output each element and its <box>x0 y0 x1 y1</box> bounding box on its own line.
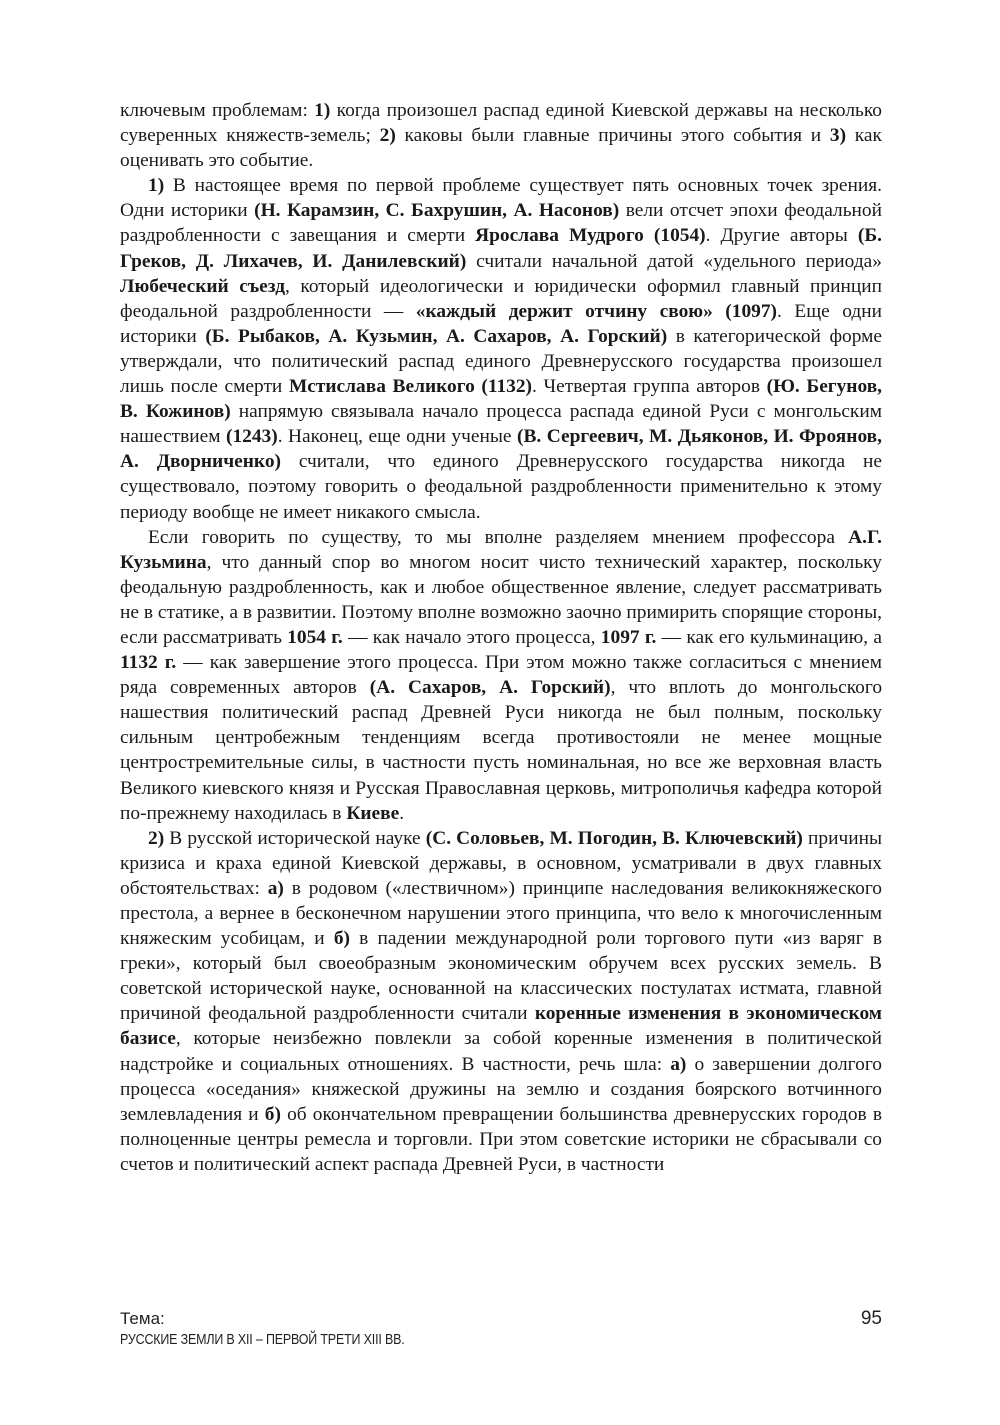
text-run: , которые неизбежно повлекли за собой коренные изменения в политической надстройке и социальных отношениях. В частности, речь шла: <box>120 1028 882 1075</box>
footer-topic-title: РУССКИЕ ЗЕМЛИ В XII – ПЕРВОЙ ТРЕТИ XIII ВВ. <box>120 1332 405 1348</box>
paragraph-intro <box>120 98 882 173</box>
bold-text-run: б) <box>264 1103 281 1125</box>
bold-text-run: а) <box>670 1053 687 1075</box>
bold-text-run: б) <box>333 928 351 950</box>
bold-text-run: А.Г. Кузьмина <box>120 526 882 573</box>
text-run: об окончательном превращении большинства древнерусских городов в полноценные центры ремесла и торговли. При этом советские историки не сбрасывали со счетов и политический аспект распада Древней Руси, в частности <box>120 1103 882 1175</box>
bold-text-run: (Б. Рыбаков, А. Кузьмин, А. Сахаров, А. Горский) <box>205 325 668 347</box>
text-run: вели отсчет эпохи феодальной раздробленности с завещания и смерти <box>120 200 882 247</box>
text-run: считали начальной датой «удельного периода» <box>466 250 882 272</box>
text-run: В настоящее время по первой проблеме существует пять основных точек зрения. Одни историки <box>120 175 882 222</box>
text-run: в родовом («лествичном») принципе наследования великокняжеского престола, а вернее в бесконечном нарушении этого принципа, что вело к многочисленным княжеским усобицам, и <box>120 877 882 950</box>
text-run: , который идеологически и юридически оформил главный принцип феодальной раздробленности — <box>120 275 882 322</box>
bold-text-run: Ярослава Мудрого (1054) <box>475 225 706 247</box>
text-run: причины кризиса и краха единой Киевской державы, в основном, усматривали в двух главных обстоятельствах: <box>120 827 882 899</box>
bold-text-run: (А. Сахаров, А. Горский) <box>369 677 611 699</box>
text-run: напрямую связывала начало процесса распада единой Руси с монгольским нашествием <box>120 401 882 448</box>
bold-text-run: 2) <box>379 125 396 147</box>
bold-text-run: (Ю. Бегунов, В. Кожинов) <box>120 376 883 423</box>
paragraph-second-problem <box>120 826 882 1177</box>
bold-text-run: 1097 г. <box>600 626 657 648</box>
text-run: В русской исторической науке <box>164 827 426 849</box>
text-run: — как начало этого процесса, <box>342 626 601 648</box>
paragraph-author-opinion <box>120 525 882 826</box>
text-run: в категорической форме утверждали, что политический распад единого Древнерусского государства произошел лишь после смерти <box>120 325 882 398</box>
text-run: как оценивать это событие. <box>120 125 882 172</box>
bold-text-run: (В. Сергеевич, М. Дьяконов, И. Фроянов, А. Дворниченко) <box>120 426 882 473</box>
bold-text-run: «каждый держит отчину свою» (1097) <box>415 300 777 322</box>
bold-text-run: 1) <box>314 100 331 121</box>
text-run: когда произошел распад единой Киевской державы на несколько суверенных княжеств-земель; <box>120 100 882 147</box>
text-run: . Четвертая группа авторов <box>532 376 767 398</box>
page-footer <box>120 1308 882 1350</box>
bold-text-run: (Н. Карамзин, С. Бахрушин, А. Насонов) <box>254 200 620 222</box>
bold-text-run: 2) <box>148 827 165 849</box>
text-run: считали, что единого Древнерусского государства никогда не существовало, поэтому говорить о феодальной раздробленности применительно к этому периоду вообще не имеет никакого смысла. <box>120 451 882 523</box>
bold-text-run: а) <box>267 877 284 899</box>
text-run: , что данный спор во многом носит чисто технический характер, поскольку феодальную раздробленность, как и любое общественное явление, следует рассматривать не в статике, а в развитии. Поэтому вполне возможно заочно примирить спорящие стороны, если рассматривать <box>120 551 882 648</box>
paragraph-first-problem <box>120 173 882 524</box>
bold-text-run: (Б. Греков, Д. Лихачев, И. Данилевский) <box>120 225 883 272</box>
footer-topic-label: Тема: <box>120 1309 165 1328</box>
bold-text-run: (С. Соловьев, М. Погодин, В. Ключевский) <box>425 827 803 849</box>
text-run: каковы были главные причины этого события и <box>395 125 830 147</box>
text-run: — как его кульминацию, а <box>656 626 883 648</box>
text-run: , что вплоть до монгольского нашествия политический распад Древней Руси никогда не был полным, поскольку сильным центробежным тенденциям всегда противостояли не менее мощные центростремительные силы, в частности пусть номинальная, но все же верховная власть Великого киевского князя и Русская Православная церковь, митрополичья кафедра которой по-прежнему находилась в <box>120 677 883 824</box>
text-run: — как завершение этого процесса. При этом можно также согласиться с мнением ряда современных авторов <box>120 652 882 699</box>
text-run: . Другие авторы <box>705 225 858 247</box>
text-run: о завершении долгого процесса «оседания» княжеской дружины на землю и создания боярского вотчинного землевладения и <box>120 1053 882 1125</box>
bold-text-run: Киеве <box>346 802 400 824</box>
page-body <box>120 98 882 1177</box>
bold-text-run: Любеческий съезд <box>120 275 286 297</box>
bold-text-run: 1132 г. <box>120 652 177 674</box>
page-number: 95 <box>860 1308 882 1329</box>
bold-text-run: (1243) <box>226 426 278 448</box>
text-run: ключевым проблемам: <box>120 100 315 121</box>
text-run: в падении международной роли торгового пути «из варяг в греки», который был своеобразным экономическим обручем всех русских земель. В советской исторической науке, основанной на классических постулатах истмата, главной причиной феодальной раздробленности считали <box>120 928 882 1025</box>
bold-text-run: 1) <box>148 175 165 197</box>
text-run: . Наконец, еще одни ученые <box>277 426 517 448</box>
bold-text-run: 1054 г. <box>287 626 343 648</box>
text-run: Если говорить по существу, то мы вполне разделяем мнением профессора <box>148 526 849 548</box>
bold-text-run: коренные изменения в экономическом базисе <box>120 1003 882 1050</box>
text-run: . <box>399 802 405 824</box>
bold-text-run: 3) <box>829 125 847 147</box>
text-run: . Еще одни историки <box>120 300 883 347</box>
bold-text-run: Мстислава Великого (1132) <box>288 376 533 398</box>
